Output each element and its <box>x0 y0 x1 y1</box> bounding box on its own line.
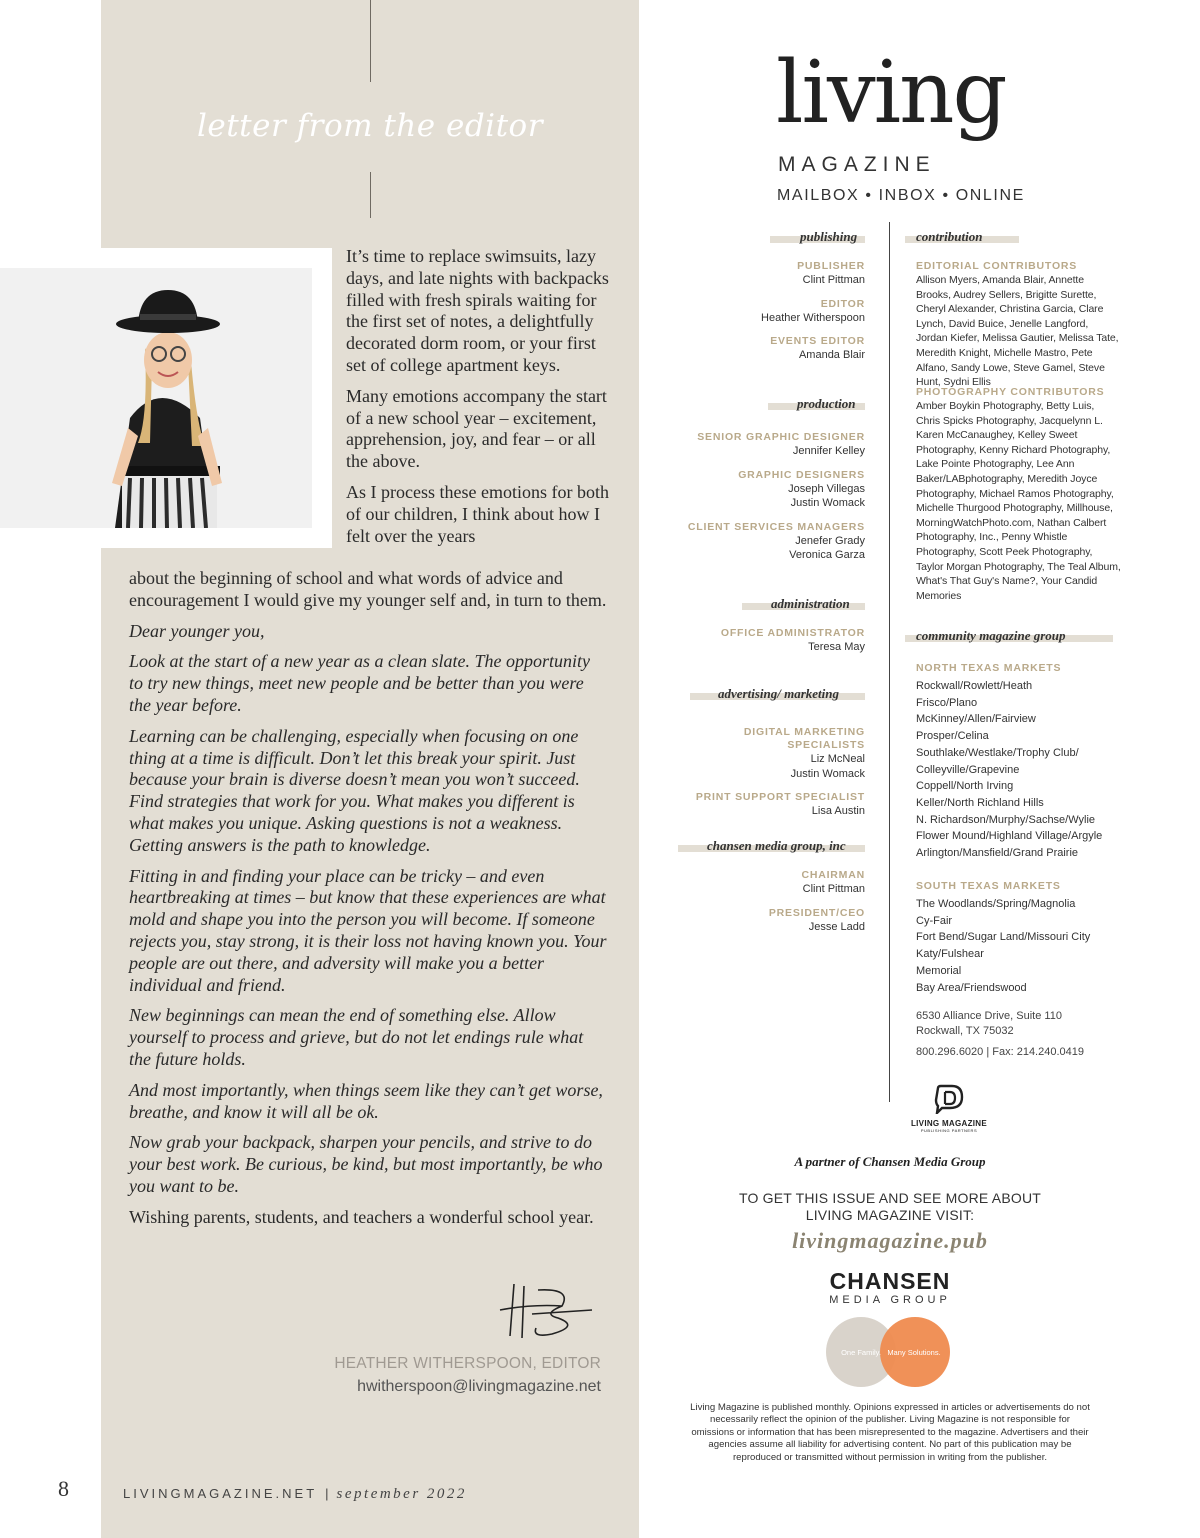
logo-magazine: MAGAZINE <box>778 153 940 177</box>
editorial-contributors <box>916 260 1121 390</box>
market-item: Fort Bend/Sugar Land/Missouri City <box>916 931 1091 944</box>
chansen-logo-sub: MEDIA GROUP <box>829 1294 951 1306</box>
production-staff <box>665 431 865 563</box>
staff-role: PUBLISHER <box>797 260 865 272</box>
market-item: Memorial <box>916 964 962 977</box>
footer-date: september 2022 <box>336 1486 467 1502</box>
tagline: MAILBOX • INBOX • ONLINE <box>777 187 1025 204</box>
contributors-label: EDITORIAL CONTRIBUTORS <box>916 260 1078 272</box>
speech-bubble-icon <box>932 1084 966 1114</box>
staff-role: EVENTS EDITOR <box>770 335 865 347</box>
market-item: Arlington/Mansfield/Grand Prairie <box>916 847 1079 860</box>
footer-separator: | <box>325 1486 329 1501</box>
market-item: Frisco/Plano <box>916 696 978 709</box>
letter-paragraph: Look at the start of a new year as a clean slate. The opportunity to try new things, meet new people and be better than you were the year before. <box>129 651 590 715</box>
intro-paragraph: It’s time to replace swimsuits, lazy days, and late nights with backpacks filled with fresh spirals waiting for the first set of notes, a delightfully decorated dorm room, or your first set of college apartment keys. <box>346 246 609 375</box>
staff-name: Clint Pittman <box>802 274 865 286</box>
staff-role: GRAPHIC DESIGNERS <box>738 468 865 481</box>
market-item: Bay Area/Friendswood <box>916 981 1027 994</box>
phone-fax: 800.296.6020 | Fax: 214.240.0419 <box>916 1046 1084 1058</box>
market-item: Katy/Fulshear <box>916 948 984 961</box>
closing-paragraph: Wishing parents, students, and teachers a wonderful school year. <box>129 1206 594 1227</box>
market-item: The Woodlands/Spring/Magnolia <box>916 898 1076 910</box>
section-title: letter from the editor <box>196 108 544 144</box>
market-item: Coppell/North Irving <box>916 780 1014 793</box>
market-item: Cy-Fair <box>916 914 953 927</box>
footer <box>123 1486 467 1503</box>
staff-name: Jesse Ladd <box>808 920 865 933</box>
intro-text <box>346 246 616 556</box>
markets-label: NORTH TEXAS MARKETS <box>916 662 1062 674</box>
advertising-staff <box>665 726 865 819</box>
north-texas-markets <box>916 662 1121 862</box>
letter-paragraph: New beginnings can mean the end of something else. Allow yourself to process and grieve, but do not let endings rule what the future holds. <box>129 1005 584 1069</box>
contact-block <box>916 1009 1121 1060</box>
header-advertising: advertising/ marketing <box>718 686 839 701</box>
signature-name: HEATHER WITHERSPOON, EDITOR <box>334 1355 601 1372</box>
market-item: Flower Mound/Highland Village/Argyle <box>916 830 1103 843</box>
get-issue-text <box>690 1190 1090 1224</box>
footer-site[interactable]: LIVINGMAGAZINE.NET <box>123 1486 318 1501</box>
staff-role: PRINT SUPPORT SPECIALIST <box>695 791 865 803</box>
signature-email[interactable]: hwitherspoon@livingmagazine.net <box>357 1378 601 1395</box>
title-rule-bottom <box>370 172 371 218</box>
contributors-label: PHOTOGRAPHY CONTRIBUTORS <box>916 386 1105 398</box>
intro-paragraph: As I process these emotions for both of our children, I think about how I felt over the years <box>346 481 609 546</box>
staff-name: Liz McNeal Justin Womack <box>790 753 865 780</box>
staff-role: CHAIRMAN <box>801 869 865 881</box>
masthead-divider <box>889 222 890 1102</box>
market-item: N. Richardson/Murphy/Sachse/Wylie <box>916 813 1096 826</box>
chansen-circles-logo <box>825 1316 955 1388</box>
staff-role: PRESIDENT/CEO <box>768 906 865 919</box>
small-logo-title: LIVING MAGAZINE <box>910 1119 988 1128</box>
letter-body <box>129 568 607 1238</box>
market-item: Prosper/Celina <box>916 730 989 743</box>
address-line: Rockwall, TX 75032 <box>916 1025 1014 1037</box>
header-chansen: chansen media group, inc <box>707 838 846 853</box>
photography-contributors <box>916 386 1121 603</box>
page-number: 8 <box>58 1476 69 1501</box>
letter-paragraph: Now grab your backpack, sharpen your pencils, and strive to do your best work. Be curious, be kind, but most importantly, be who you want to be. <box>129 1132 603 1196</box>
chansen-logo: CHANSEN <box>829 1268 951 1294</box>
staff-name: Joseph Villegas Justin Womack <box>788 482 865 509</box>
market-item: Rockwall/Rowlett/Heath <box>916 680 1033 692</box>
header-production: production <box>797 396 856 411</box>
market-item: Colleyville/Grapevine <box>916 763 1020 776</box>
staff-name: Lisa Austin <box>811 805 865 817</box>
staff-name: Amanda Blair <box>798 349 865 361</box>
markets-list <box>916 678 1121 862</box>
market-item: McKinney/Allen/Fairview <box>916 713 1036 726</box>
south-texas-markets <box>916 880 1121 996</box>
markets-label: SOUTH TEXAS MARKETS <box>916 880 1061 892</box>
editor-photo <box>0 248 332 548</box>
circle-text-two: Many Solutions. <box>887 1348 941 1357</box>
staff-name: Jenefer Grady Veronica Garza <box>789 534 865 561</box>
market-item: Keller/North Richland Hills <box>916 796 1044 809</box>
small-logo-sub: PUBLISHING PARTNERS <box>920 1128 978 1133</box>
chansen-staff <box>665 869 865 934</box>
staff-role: EDITOR <box>820 297 865 310</box>
get-issue-line: LIVING MAGAZINE VISIT: <box>805 1207 975 1223</box>
signature-image <box>492 1280 596 1342</box>
letter-paragraph: Learning can be challenging, especially when focusing on one thing at a time is difficult. Don’t let this break your spirit. Just because your brain is diverse doesn’t mean you won’t succeed. Find strategies that work for you. What makes you different is what makes you unique. Asking questions is not a weakness. Getting answers is the path to knowledge. <box>129 725 580 855</box>
staff-name: Jennifer Kelley <box>792 445 865 457</box>
administration-staff <box>665 627 865 655</box>
staff-role: OFFICE ADMINISTRATOR <box>720 627 865 639</box>
continuation-paragraph: about the beginning of school and what words of advice and encouragement I would give my younger self and, in turn to them. <box>129 568 607 610</box>
editor-photo-illustration <box>0 268 312 528</box>
staff-role: DIGITAL MARKETING SPECIALISTS <box>743 726 865 751</box>
letter-paragraph: Fitting in and finding your place can be tricky – and even heartbreaking at times – but know that these experiences are what mold and shape you into the person you will become. If someone rejects you, stay strong, it is their loss not having known you. Your people are out there, and adversity will make you a better individual and friend. <box>129 865 607 995</box>
header-community: community magazine group <box>916 628 1066 643</box>
contributors-list: Amber Boykin Photography, Betty Luis, Chris Spicks Photography, Jacquelynn L. Karen McCanaughey, Kelley Sweet Photography, Kenny Richard Photography, Lake Pointe Photography, Lee Ann Baker/LABphotography, Meredith Joyce Photography, Michael Ramos Photography, Michelle Thurgood Photography, Millhouse, MorningWatchPhoto.com, Nathan Calbert Photography, Inc., Penny Whistle Photography, Scott Peek Photography, Taylor Morgan Photography, The Teal Album, What's That Guy's Name?, Your Candid Memories <box>916 400 1121 602</box>
header-publishing: publishing <box>800 229 858 244</box>
disclaimer: Living Magazine is published monthly. Opinions expressed in articles or advertisements do not necessarily reflect the opinion of the publisher. Living Magazine is not responsible for omissions or information that has been misrepresented to the magazine. Advertisers and their agencies assume all liability for advertising content. No part of this publication may be reproduced or transmitted without permission in writing from the publisher. <box>690 1402 1090 1463</box>
publishing-partners-logo <box>906 1084 992 1133</box>
logo-living: living <box>776 43 1006 143</box>
staff-role: SENIOR GRAPHIC DESIGNER <box>697 431 865 443</box>
header-contribution: contribution <box>916 229 983 244</box>
markets-list <box>916 896 1121 996</box>
contributors-list: Allison Myers, Amanda Blair, Annette Brooks, Audrey Sellers, Brigitte Surette, Cheryl Alexander, Christina Garcia, Clare Lynch, David Buice, Jenelle Langford, Jordan Kiefer, Melissa Gautier, Melissa Tate, Meredith Knight, Michelle Mastro, Pete Alfano, Sandy Lowe, Steve Gamel, Steve Hunt, Sydni Ellis <box>916 274 1119 389</box>
staff-name: Clint Pittman <box>802 883 865 895</box>
circle-text-one: One Family. <box>841 1348 881 1357</box>
get-issue-line: TO GET THIS ISSUE AND SEE MORE ABOUT <box>738 1190 1042 1206</box>
website-link[interactable]: livingmagazine.pub <box>792 1228 988 1253</box>
staff-role: CLIENT SERVICES MANAGERS <box>687 520 865 533</box>
title-rule-top <box>370 0 371 82</box>
letter-paragraph: And most importantly, when things seem like they can’t get worse, breathe, and know it will all be ok. <box>129 1079 603 1122</box>
header-administration: administration <box>771 596 850 611</box>
partner-line: A partner of Chansen Media Group <box>794 1154 986 1169</box>
staff-name: Heather Witherspoon <box>761 311 865 324</box>
publishing-staff <box>665 260 865 363</box>
intro-paragraph: Many emotions accompany the start of a new school year – excitement, apprehension, joy, and fear – or all the above. <box>346 385 607 472</box>
staff-name: Teresa May <box>808 641 865 653</box>
letter-paragraph: Dear younger you, <box>129 620 265 641</box>
address-line: 6530 Alliance Drive, Suite 110 <box>916 1010 1062 1022</box>
market-item: Southlake/Westlake/Trophy Club/ <box>916 746 1079 759</box>
